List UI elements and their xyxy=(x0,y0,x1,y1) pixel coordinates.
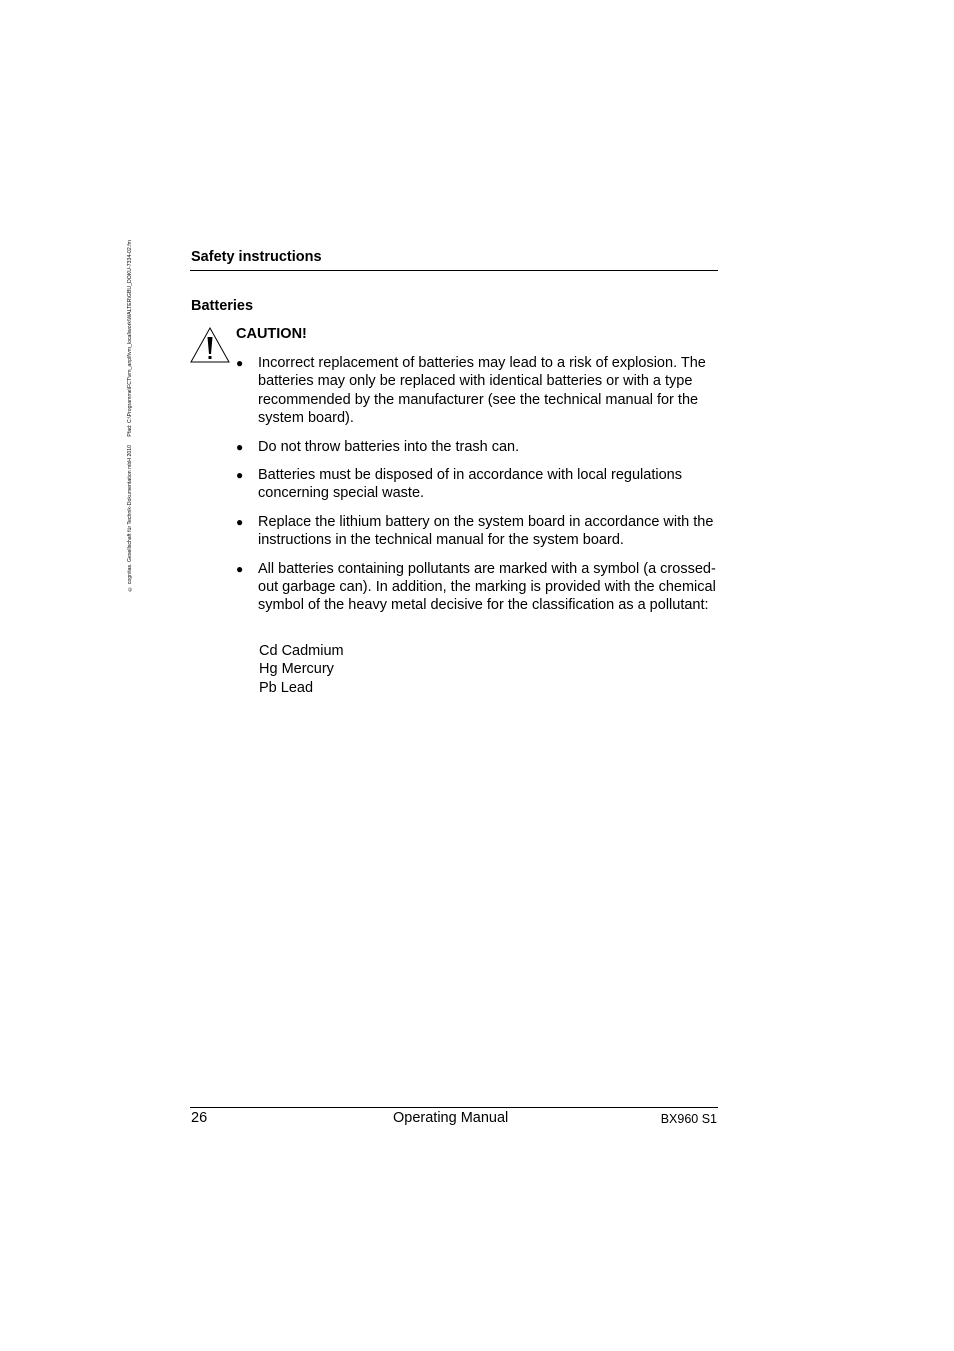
list-item: ● Incorrect replacement of batteries may lead to a risk of explosion. The batteries may only be replaced with identical batteries or with a type recommended by the manufacturer (see the technical manual for the system board). xyxy=(236,355,706,427)
footer-manual-title: Operating Manual xyxy=(393,1110,509,1126)
bullet-icon: ● xyxy=(236,439,244,454)
bullet-icon: ● xyxy=(236,514,244,529)
page-header-title: Safety instructions xyxy=(191,249,322,265)
pollutant-list xyxy=(259,642,344,697)
section-title: Batteries xyxy=(191,298,254,314)
header-divider xyxy=(190,270,718,271)
footer-divider xyxy=(190,1107,718,1108)
page-number: 26 xyxy=(191,1110,208,1126)
list-item: ● All batteries containing pollutants are marked with a symbol (a crossed-out garbage can). In addition, the marking is provided with the chemical symbol of the heavy metal decisive for the classification as a pollutant: xyxy=(236,560,716,614)
bullet-icon: ● xyxy=(236,468,244,483)
pollutant-item-cadmium: Cd Cadmium xyxy=(259,643,344,659)
bullet-icon: ● xyxy=(236,561,244,576)
bullet-icon: ● xyxy=(236,356,244,370)
side-margin-imprint xyxy=(124,240,136,640)
side-copyright: © cognitas. Gesellschaft für Technik-Dokumentation mbH 2010 xyxy=(127,444,133,592)
list-item: ● Do not throw batteries into the trash can. xyxy=(236,438,520,455)
warning-triangle-icon xyxy=(190,327,230,363)
list-item: ● Batteries must be disposed of in accordance with local regulations concerning special waste. xyxy=(236,467,682,502)
side-file-path: Pfad: C:\Programme\FCT\vm_anplf\vm_local\work\WALTER\GBU_DOKU-7334-02.fm xyxy=(127,240,133,437)
caution-label: CAUTION! xyxy=(236,326,307,342)
pollutant-item-lead: Pb Lead xyxy=(259,679,314,696)
list-item: ● Replace the lithium battery on the system board in accordance with the instructions in the technical manual for the system board. xyxy=(236,513,714,549)
pollutant-item-mercury: Hg Mercury xyxy=(259,661,334,678)
footer-product-name: BX960 S1 xyxy=(660,1112,717,1126)
caution-bullet-list xyxy=(236,354,718,625)
